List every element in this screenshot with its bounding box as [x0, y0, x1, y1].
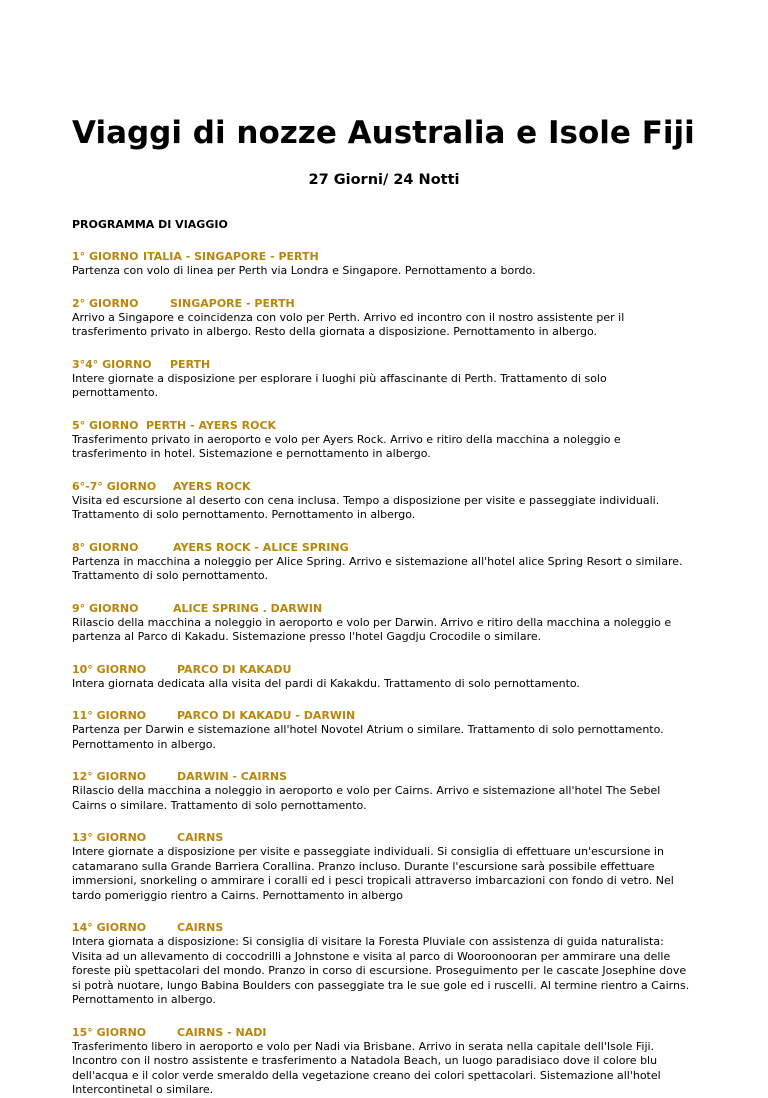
day-header	[72, 480, 696, 494]
day-label: 3°4° GIORNO	[72, 357, 152, 371]
page-subtitle: 27 Giorni/ 24 Notti	[308, 172, 460, 188]
day-header	[72, 541, 696, 555]
day-route: SINGAPORE - PERTH	[170, 296, 295, 310]
day-description: Partenza con volo di linea per Perth via Londra e Singapore. Pernottamento a bordo.	[72, 264, 536, 277]
day-label: 9° GIORNO	[72, 601, 139, 615]
day-entry-7	[72, 602, 696, 645]
day-header	[72, 419, 696, 433]
day-description: Trasferimento libero in aeroporto e volo per Nadi via Brisbane. Arrivo in serata nella capitale dell'Isole Fiji. Incontro con il nostro assistente e trasferimento a Natadola Beach, un luogo paradisiaco dove il colore blu dell'acqua e il color verde smeraldo della vegetazione creano dei colori spettacolari. Sistemazione all'hotel Intercontinetal o similare.	[72, 1039, 661, 1096]
day-header	[72, 297, 696, 311]
day-description: Rilascio della macchina a noleggio in aeroporto e volo per Darwin. Arrivo e ritiro della macchina a noleggio e partenza al Parco di Kakadu. Sistemazione presso l'hotel Gagdju Crocodile o similare.	[72, 615, 672, 643]
day-description: Rilascio della macchina a noleggio in aeroporto e volo per Cairns. Arrivo e sistemazione all'hotel The Sebel Cairns o similare. Trattamento di solo pernottamento.	[72, 784, 661, 812]
day-route: CAIRNS	[177, 921, 224, 934]
day-entry-1	[72, 250, 696, 279]
day-label: 5° GIORNO	[72, 418, 139, 432]
day-route: CAIRNS	[177, 831, 224, 844]
day-entry-10	[72, 770, 696, 813]
day-entry-11	[72, 831, 696, 903]
day-header	[72, 1026, 696, 1040]
day-route: PARCO DI KAKADU	[177, 662, 292, 676]
day-entry-5	[72, 480, 696, 523]
day-entry-9	[72, 709, 696, 752]
day-label: 14° GIORNO	[72, 921, 147, 934]
day-description: Partenza in macchina a noleggio per Alice Spring. Arrivo e sistemazione all'hotel alice Spring Resort o similare. Trattamento di solo pernottamento.	[72, 554, 683, 582]
day-description: Intere giornate a disposizione per esplorare i luoghi più affascinante di Perth. Trattamento di solo pernottamento.	[72, 371, 607, 399]
day-description: Partenza per Darwin e sistemazione all'hotel Novotel Atrium o similare. Trattamento di solo pernottamento. Pernottamento in albergo.	[72, 723, 664, 751]
day-description: Visita ed escursione al deserto con cena inclusa. Tempo a disposizione per visite e passeggiate individuali. Trattamento di solo pernottamento. Pernottamento in albergo.	[72, 493, 660, 521]
day-label: 11° GIORNO	[72, 709, 147, 722]
day-route: PERTH	[170, 357, 211, 371]
day-label: 13° GIORNO	[72, 831, 147, 844]
day-header	[72, 602, 696, 616]
day-route: AYERS ROCK - ALICE SPRING	[173, 540, 349, 554]
day-label: 2° GIORNO	[72, 296, 139, 310]
day-header	[72, 770, 696, 784]
day-header	[72, 921, 696, 935]
day-label: 1° GIORNO	[72, 250, 139, 263]
day-label: 6°-7° GIORNO	[72, 479, 157, 493]
day-description: Intera giornata a disposizione: Si consiglia di visitare la Foresta Pluviale con assistenza di guida naturalista: Visita ad un allevamento di coccodrilli a Johnstone e visita al parco di Wooroonooran per ammirare una delle foreste più spettacolari del mondo. Pranzo in corso di escursione. Proseguimento per le cascate Josephine dove si potrà nuotare, lungo Babina Boulders con passeggiate tra le sue gole ed i ruscelli. Al termine rientro a Cairns. Pernottamento in albergo.	[72, 935, 690, 1006]
day-route: PERTH - AYERS ROCK	[146, 418, 277, 432]
page-title: Viaggi di nozze Australia e Isole Fiji	[72, 115, 695, 151]
day-entry-6	[72, 541, 696, 584]
day-description: Trasferimento privato in aeroporto e volo per Ayers Rock. Arrivo e ritiro della macchina a noleggio e trasferimento in hotel. Sistemazione e pernottamento in albergo.	[72, 432, 621, 460]
day-route: PARCO DI KAKADU - DARWIN	[177, 709, 356, 722]
day-entry-12	[72, 921, 696, 1008]
day-entry-2	[72, 297, 696, 340]
day-entry-13	[72, 1026, 696, 1098]
day-header	[72, 358, 696, 372]
day-label: 12° GIORNO	[72, 770, 147, 783]
program-heading: PROGRAMMA DI VIAGGIO	[72, 218, 228, 231]
day-route: ITALIA - SINGAPORE - PERTH	[143, 250, 319, 263]
day-label: 15° GIORNO	[72, 1025, 147, 1039]
day-description: Intere giornate a disposizione per visite e passeggiate individuali. Si consiglia di effettuare un'escursione in catamarano sulla Grande Barriera Corallina. Pranzo incluso. Durante l'escursione sarà possibile effettuare immersioni, snorkeling o ammirare i coralli ed i pesci tropicali attraverso imbarcazioni con fondo di vetro. Nel tardo pomeriggio rientro a Cairns. Pernottamento in albergo	[72, 845, 674, 902]
day-route: CAIRNS - NADI	[177, 1025, 267, 1039]
day-header	[72, 831, 696, 845]
day-label: 10° GIORNO	[72, 662, 147, 676]
day-header	[72, 663, 696, 677]
day-route: DARWIN - CAIRNS	[177, 770, 288, 783]
day-description: Intera giornata dedicata alla visita del pardi di Kakakdu. Trattamento di solo pernottamento.	[72, 676, 580, 690]
day-route: ALICE SPRING . DARWIN	[173, 601, 323, 615]
itinerary-list	[72, 250, 696, 1098]
day-entry-3	[72, 358, 696, 401]
day-label: 8° GIORNO	[72, 540, 139, 554]
day-description: Arrivo a Singapore e coincidenza con volo per Perth. Arrivo ed incontro con il nostro assistente per il trasferimento privato in albergo. Resto della giornata a disposizione. Pernottamento in albergo.	[72, 310, 625, 338]
day-entry-8	[72, 663, 696, 692]
day-route: AYERS ROCK	[173, 479, 251, 493]
day-entry-4	[72, 419, 696, 462]
day-header	[72, 709, 696, 723]
day-header	[72, 250, 696, 264]
